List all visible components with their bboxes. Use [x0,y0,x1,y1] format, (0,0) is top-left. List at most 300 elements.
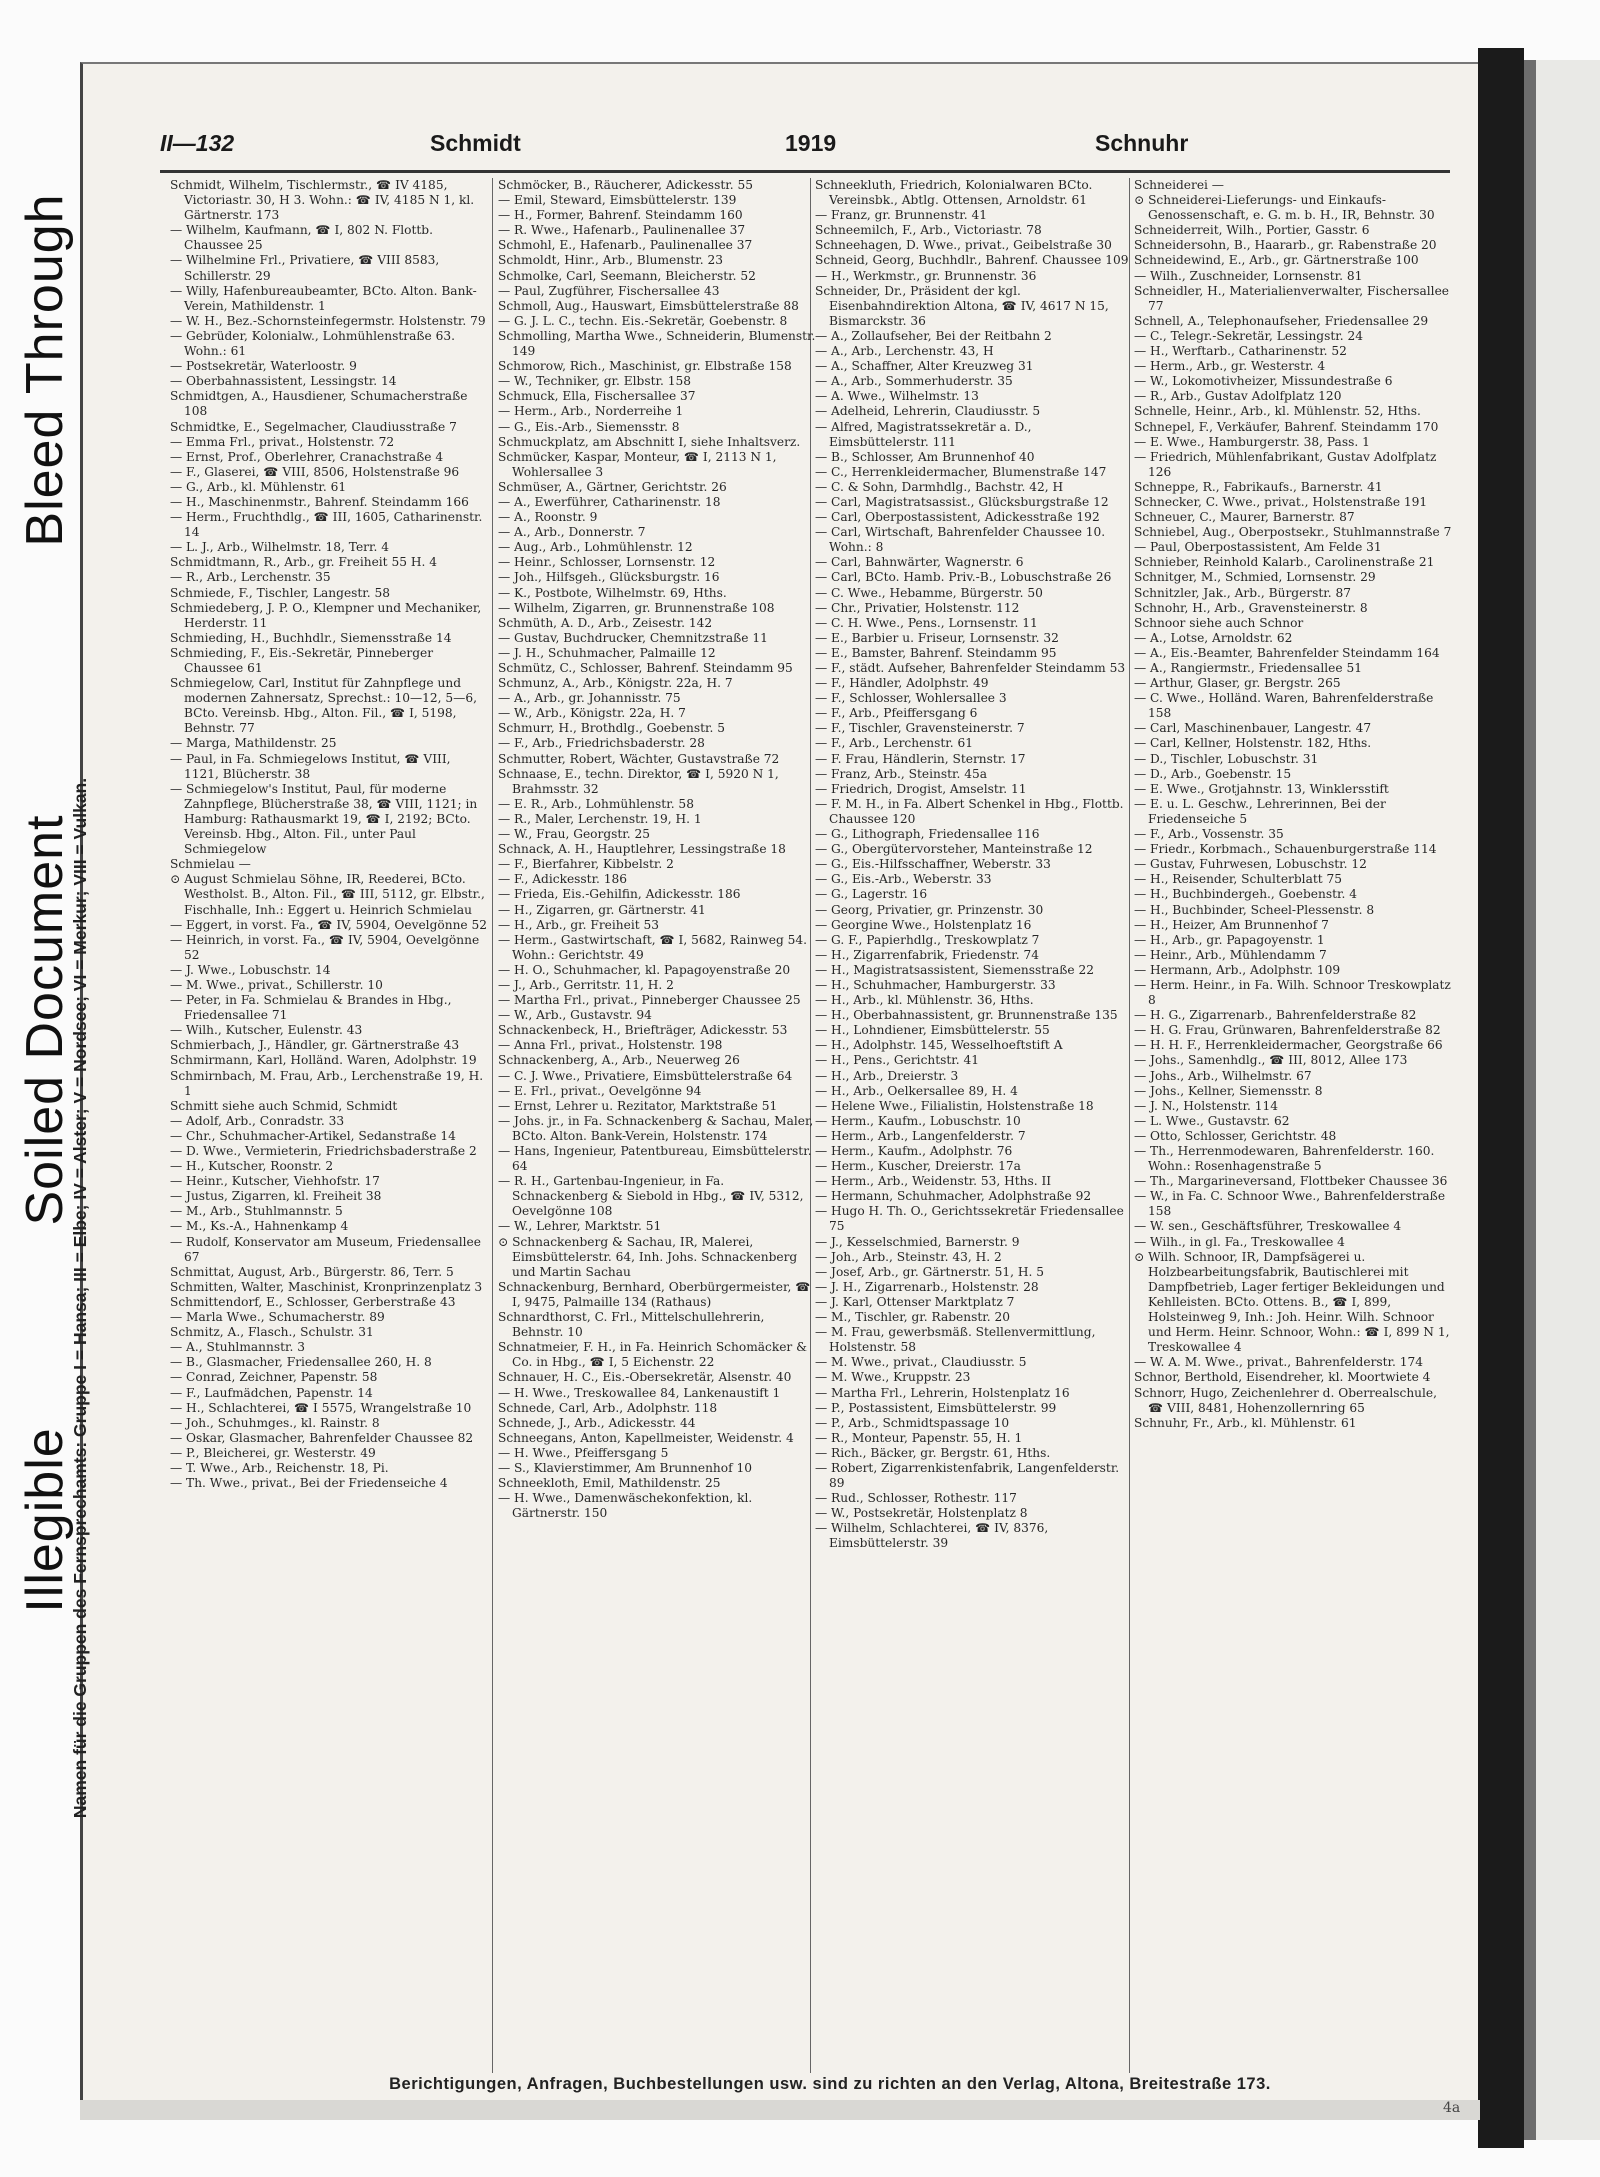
directory-column-1 [170,178,488,2073]
directory-entry: — Herm., Arb., Weidenstr. 53, Hths. II [815,1174,1052,1189]
directory-entry: — Heinrich, in vorst. Fa., ☎ IV, 5904, Oevelgönne 52 [170,932,480,962]
directory-entry: — H. G. Frau, Grünwaren, Bahrenfelderstraße 82 [1134,1023,1441,1038]
directory-entry: — G., Eis.-Arb., Weberstr. 33 [815,872,992,887]
directory-entry: — G., Arb., kl. Mühlenstr. 61 [170,479,347,494]
directory-entry: Schmuckplatz, am Abschnitt I, siehe Inhaltsverz. [498,434,801,449]
directory-entry: Schneidewind, E., Arb., gr. Gärtnerstraße 100 [1134,253,1419,268]
directory-entry: — A., Rangiermstr., Friedensallee 51 [1134,661,1362,675]
directory-entry: Schnauer, H. C., Eis.-Obersekretär, Alsenstr. 40 [498,1370,792,1385]
directory-entry: — H., Werftarb., Catharinenstr. 52 [1134,344,1347,359]
directory-entry: — A., Ewerführer, Catharinenstr. 18 [498,494,721,509]
directory-entry: — C. Wwe., Hebamme, Bürgerstr. 50 [815,585,1043,600]
directory-entry: — M. Wwe., privat., Claudiusstr. 5 [815,1355,1027,1370]
directory-entry: — Helene Wwe., Filialistin, Holstenstraße 18 [815,1098,1094,1113]
directory-entry: — Friedrich, Drogist, Amselstr. 11 [815,781,1027,796]
directory-entry: — Peter, in Fa. Schmielau & Brandes in Hbg., Friedensallee 71 [170,993,452,1023]
directory-entry: — P., Bleicherei, gr. Westerstr. 49 [170,1445,376,1460]
directory-entry: — Martha Frl., Lehrerin, Holstenplatz 16 [815,1385,1070,1400]
directory-entry: — Otto, Schlosser, Gerichtstr. 48 [1134,1128,1337,1143]
directory-entry: — A., Schaffner, Alter Kreuzweg 31 [815,359,1034,374]
directory-entry: — G., Eis.-Arb., Siemensstr. 8 [498,419,680,434]
directory-entry: — M. Frau, gewerbsmäß. Stellenvermittlung, Holstenstr. 58 [815,1325,1096,1355]
directory-entry: Schmoll, Aug., Hauswart, Eimsbüttelerstraße 88 [498,298,799,313]
directory-entry: — E. R., Arb., Lohmühlenstr. 58 [498,796,694,811]
label-soiled-document: Soiled Document [16,814,74,1226]
directory-entry: Schmohl, E., Hafenarb., Paulinenallee 37 [498,238,753,253]
directory-entry: — F., Händler, Adolphstr. 49 [815,676,989,691]
directory-entry: — J. H., Zigarrenarb., Holstenstr. 28 [815,1279,1039,1294]
directory-entry: — W., Postsekretär, Holstenplatz 8 [815,1506,1028,1521]
directory-entry: Schmöcker, B., Räucherer, Adickesstr. 55 [498,178,753,192]
directory-entry: — A., Arb., Donnerstr. 7 [498,525,646,540]
directory-entry: Schmidtmann, R., Arb., gr. Freiheit 55 H. 4 [170,555,437,570]
directory-entry: — Anna Frl., privat., Holstenstr. 198 [498,1038,723,1053]
directory-entry: Schmütz, C., Schlosser, Bahrenf. Steindamm 95 [498,661,793,675]
directory-entry: — Herm. Heinr., in Fa. Wilh. Schnoor Treskowplatz 8 [1134,977,1451,1008]
directory-entry: — Martha Frl., privat., Pinneberger Chaussee 25 [498,993,801,1008]
directory-entry: — Friedrich, Mühlenfabrikant, Gustav Adolfplatz 126 [1134,449,1437,479]
directory-entry: — B., Glasmacher, Friedensallee 260, H. 8 [170,1355,432,1370]
directory-entry: — Carl, Bahnwärter, Wagnerstr. 6 [815,555,1024,570]
directory-entry: Schmieding, H., Buchhdlr., Siemensstraße 14 [170,630,452,645]
directory-entry: — Wilh., Zuschneider, Lornsenstr. 81 [1134,268,1363,283]
directory-entry: — Ernst, Prof., Oberlehrer, Cranachstraße 4 [170,449,444,464]
directory-entry: Schmidtgen, A., Hausdiener, Schumacherstraße 108 [170,389,468,419]
directory-entry: — D., Arb., Goebenstr. 15 [1134,766,1292,781]
directory-entry: Schnitzler, Jak., Arb., Bürgerstr. 87 [1134,585,1352,600]
directory-entry: Schmücker, Kaspar, Monteur, ☎ I, 2113 N 1, Wohlersallee 3 [498,449,777,479]
directory-entry: — H. G., Zigarrenarb., Bahrenfelderstraße 82 [1134,1008,1417,1023]
directory-entry: — E. Wwe., Grotjahnstr. 13, Winklersstift [1134,781,1389,796]
directory-entry: Schnackenbeck, H., Briefträger, Adickesstr. 53 [498,1023,788,1038]
directory-entry: — H. H. F., Herrenkleidermacher, Georgstraße 66 [1134,1038,1443,1053]
directory-entry: ⊙ Schnackenberg & Sachau, IR, Malerei, Eimsbüttelerstr. 64, Inh. Johs. Schnackenberg und Martin Sachau [498,1234,798,1279]
directory-entry: — F., Bierfahrer, Kibbelstr. 2 [498,857,674,872]
label-bleed-through: Bleed Through [16,193,74,547]
directory-entry: — Rudolf, Konservator am Museum, Friedensallee 67 [170,1234,481,1264]
directory-entry: Schmielau — [170,857,251,872]
directory-entry: — H., Arb., Dreierstr. 3 [815,1068,959,1083]
directory-entry: — R. H., Gartenbau-Ingenieur, in Fa. Schnackenberg & Siebold in Hbg., ☎ IV, 5312, Oevelgönne 108 [498,1174,804,1219]
directory-entry: — H., Schlachterei, ☎ I 5575, Wrangelstraße 10 [170,1400,472,1415]
directory-entry: — H., Pens., Gerichtstr. 41 [815,1053,980,1068]
directory-entry: Schnelle, Heinr., Arb., kl. Mühlenstr. 52, Hths. [1134,404,1421,419]
directory-entry: — Josef, Arb., gr. Gärtnerstr. 51, H. 5 [815,1264,1045,1279]
directory-entry: Schneuer, C., Maurer, Barnerstr. 87 [1134,510,1355,525]
directory-entry: Schmoldt, Hinr., Arb., Blumenstr. 23 [498,253,724,268]
directory-entry: Schmolke, Carl, Seemann, Bleicherstr. 52 [498,268,756,283]
directory-entry: — Gustav, Buchdrucker, Chemnitzstraße 11 [498,630,768,645]
directory-entry: — F., Glaserei, ☎ VIII, 8506, Holstenstraße 96 [170,464,460,479]
directory-entry: — Th., Herrenmodewaren, Bahrenfelderstr. 160. Wohn.: Rosenhagenstraße 5 [1134,1144,1435,1174]
directory-entry: Schneidler, H., Materialienverwalter, Fischersallee 77 [1134,283,1450,313]
directory-entry: — G., Lagerstr. 16 [815,887,928,902]
directory-entry: Schnaase, E., techn. Direktor, ☎ I, 5920 N 1, Brahmsstr. 32 [498,766,779,796]
directory-entry: — M., Ks.-A., Hahnenkamp 4 [170,1219,349,1234]
corner-mark: 4a [1443,2100,1461,2116]
directory-entry: Schnorr, Hugo, Zeichenlehrer d. Oberrealschule, ☎ VIII, 8481, Hohenzollernring 65 [1134,1385,1437,1415]
directory-entry: — H. Wwe., Pfeiffersgang 5 [498,1445,669,1460]
directory-column-3 [815,178,1135,2073]
directory-entry: Schmitt siehe auch Schmid, Schmidt [170,1098,398,1113]
directory-entry: Schmiedeberg, J. P. O., Klempner und Mechaniker, Herderstr. 11 [170,600,482,630]
directory-entry: — Rud., Schlosser, Rothestr. 117 [815,1491,1017,1506]
directory-entry: — E. Frl., privat., Oevelgönne 94 [498,1083,702,1098]
page-bottom-edge [80,2100,1480,2120]
directory-entry: Schmiegelow, Carl, Institut für Zahnpflege und modernen Zahnersatz, Sprechst.: 10—12, 5—6, BCto. Vereinsb. Hbg., Alton. Fil., ☎ I, 5198, Behnstr. 77 [170,676,477,736]
directory-entry: — C. H. Wwe., Pens., Lornsenstr. 11 [815,615,1038,630]
directory-entry: Schneemilch, F., Arb., Victoriastr. 78 [815,223,1042,238]
directory-entry: — P., Arb., Schmidtspassage 10 [815,1415,1010,1430]
directory-entry: — Herm., Arb., Norderreihe 1 [498,404,684,419]
directory-entry: Schnepel, F., Verkäufer, Bahrenf. Steindamm 170 [1134,419,1439,434]
directory-entry: Schmüth, A. D., Arb., Zeisestr. 142 [498,615,713,630]
directory-entry: — H., Arb., kl. Mühlenstr. 36, Hths. [815,993,1034,1008]
directory-entry: — Heinr., Schlosser, Lornsenstr. 12 [498,555,716,570]
directory-entry: Schnieber, Reinhold Kalarb., Carolinenstraße 21 [1134,555,1435,570]
directory-entry: — H., Buchbinder, Scheel-Plessenstr. 8 [1134,902,1375,917]
directory-entry: Schneid, Georg, Buchhdlr., Bahrenf. Chaussee 109 [815,253,1129,268]
directory-entry: — Carl, BCto. Hamb. Priv.-B., Lobuschstraße 26 [815,570,1112,585]
directory-entry: — Carl, Wirtschaft, Bahrenfelder Chaussee 10. Wohn.: 8 [815,525,1106,555]
directory-entry: — H., Buchbindergeh., Goebenstr. 4 [1134,887,1357,902]
directory-entry: — M., Tischler, gr. Rabenstr. 20 [815,1310,1010,1325]
directory-entry: — F., Schlosser, Wohlersallee 3 [815,691,1007,706]
directory-entry: — W., Lokomotivheizer, Missundestraße 6 [1134,374,1393,389]
directory-entry: — W., Lehrer, Marktstr. 51 [498,1219,662,1234]
directory-entry: Schmidt, Wilhelm, Tischlermstr., ☎ IV 4185, Victoriastr. 30, H 3. Wohn.: ☎ IV, 4185 N 1, kl. Gärtnerstr. 173 [170,178,475,223]
directory-entry: — G., Lithograph, Friedensallee 116 [815,827,1040,842]
directory-entry: — H., Maschinenmstr., Bahrenf. Steindamm 166 [170,494,469,509]
directory-entry: — F., Arb., Friedrichsbaderstr. 28 [498,736,705,751]
header-rule [160,170,1450,173]
directory-entry: — D., Tischler, Lobuschstr. 31 [1134,751,1319,766]
directory-entry: Schneidersohn, B., Haararb., gr. Rabenstraße 20 [1134,238,1437,253]
directory-entry: — Alfred, Magistratssekretär a. D., Eimsbüttelerstr. 111 [815,419,1032,449]
directory-entry: — A., Stuhlmannstr. 3 [170,1340,305,1355]
directory-entry: — G. J. L. C., techn. Eis.-Sekretär, Goebenstr. 8 [498,313,788,328]
directory-entry: — H. Wwe., Treskowallee 84, Lankenaustift 1 [498,1385,781,1400]
directory-entry: Schnoor siehe auch Schnor [1134,615,1304,630]
directory-entry: — F., Adickesstr. 186 [498,872,628,887]
directory-entry: — Georgine Wwe., Holstenplatz 16 [815,917,1032,932]
directory-entry: — C. J. Wwe., Privatiere, Eimsbüttelerstraße 64 [498,1068,793,1083]
directory-entry: Schmirnbach, M. Frau, Arb., Lerchenstraße 19, H. 1 [170,1068,484,1098]
directory-entry: Schneekloth, Emil, Mathildenstr. 25 [498,1476,721,1491]
directory-entry: ⊙ Wilh. Schnoor, IR, Dampfsägerei u. Holzbearbeitungsfabrik, Bautischlerei mit Dampfbetrieb, Lager fertiger Bekleidungen und Kehlleisten. BCto. Ottens. B., ☎ I, 899, Holsteinweg 9, Inh.: Joh. Heinr. Wilh. Schnoor und Herm. Heinr. Schnoor, Wohn.: ☎ I, 899 N 1, Treskowallee 4 [1134,1249,1450,1355]
directory-column-4 [1134,178,1452,2073]
directory-entry: Schneehagen, D. Wwe., privat., Geibelstraße 30 [815,238,1112,253]
directory-entry: — Franz, Arb., Steinstr. 45a [815,766,988,781]
directory-entry: Schnede, J., Arb., Adickesstr. 44 [498,1415,696,1430]
directory-entry: — Emil, Steward, Eimsbüttelerstr. 139 [498,193,737,208]
directory-entry: — W., Arb., Gustavstr. 94 [498,1008,652,1023]
directory-entry: — Chr., Privatier, Holstenstr. 112 [815,600,1020,615]
directory-entry: Schnitger, M., Schmied, Lornsenstr. 29 [1134,570,1376,585]
directory-year: 1919 [785,130,837,156]
last-entry-word: Schnuhr [1095,130,1189,156]
directory-entry: Schmolling, Martha Wwe., Schneiderin, Blumenstr. 149 [498,328,816,359]
directory-entry: Schneegans, Anton, Kapellmeister, Weidenstr. 4 [498,1430,794,1445]
directory-entry: — F., Laufmädchen, Papenstr. 14 [170,1385,373,1400]
directory-entry: — H., Zigarrenfabrik, Friedenstr. 74 [815,947,1040,962]
directory-entry: — Paul, Oberpostassistent, Am Felde 31 [1134,540,1382,555]
directory-entry: — H., Arb., gr. Freiheit 53 [498,917,660,932]
first-entry-word: Schmidt [430,130,521,156]
directory-entry: — C., Telegr.-Sekretär, Lessingstr. 24 [1134,328,1363,343]
directory-entry: — Hugo H. Th. O., Gerichtssekretär Friedensallee 75 [815,1204,1124,1234]
directory-entry: — R., Monteur, Papenstr. 55, H. 1 [815,1430,1023,1445]
directory-entry: — Aug., Arb., Lohmühlenstr. 12 [498,540,693,555]
directory-column-2 [498,178,816,2073]
directory-entry: — H., Arb., gr. Papagoyenstr. 1 [1134,932,1325,947]
directory-entry: Schmierbach, J., Händler, gr. Gärtnerstraße 43 [170,1038,460,1053]
directory-entry: — P., Postassistent, Eimsbüttelerstr. 99 [815,1400,1057,1415]
directory-entry: — Adelheid, Lehrerin, Claudiusstr. 5 [815,404,1041,419]
directory-entry: — F., Tischler, Gravensteinerstr. 7 [815,721,1025,736]
directory-entry: Schmieding, F., Eis.-Sekretär, Pinneberger Chaussee 61 [170,645,434,675]
directory-entry: Schnell, A., Telephonaufseher, Friedensallee 29 [1134,313,1429,328]
directory-entry: — G. F., Papierhdlg., Treskowplatz 7 [815,932,1040,947]
directory-entry: — H., Reisender, Schulterblatt 75 [1134,872,1343,887]
directory-entry: — C. & Sohn, Darmhdlg., Bachstr. 42, H [815,479,1064,494]
directory-entry: — G., Eis.-Hilfsschaffner, Weberstr. 33 [815,857,1051,872]
directory-entry: — H., Kutscher, Roonstr. 2 [170,1159,334,1174]
page-header [160,130,1460,170]
directory-entry: — A., Lotse, Arnoldstr. 62 [1134,630,1293,645]
directory-entry: — Johs., Samenhdlg., ☎ III, 8012, Allee 173 [1134,1053,1408,1068]
directory-entry: — H., Adolphstr. 145, Wesselhoeftstift A [815,1038,1063,1053]
directory-entry: — E. u. L. Geschw., Lehrerinnen, Bei der Friedenseiche 5 [1134,796,1386,826]
directory-entry: — A., Arb., Sommerhuderstr. 35 [815,374,1013,389]
directory-entry: — W., in Fa. C. Schnoor Wwe., Bahrenfelderstraße 158 [1134,1189,1446,1219]
directory-entry: Schneiderreit, Wilh., Portier, Gasstr. 6 [1134,223,1370,238]
directory-entry: — D. Wwe., Vermieterin, Friedrichsbaderstraße 2 [170,1144,477,1158]
directory-entry: — Marga, Mathildenstr. 25 [170,736,337,751]
directory-entry: Schmitten, Walter, Maschinist, Kronprinzenplatz 3 [170,1279,483,1294]
directory-entry: Schnatmeier, F. H., in Fa. Heinrich Schomäcker & Co. in Hbg., ☎ I, 5 Eichenstr. 22 [498,1340,807,1370]
directory-entry: — A. Wwe., Wilhelmstr. 13 [815,389,979,404]
directory-entry: — Robert, Zigarrenkistenfabrik, Langenfelderstr. 89 [815,1460,1120,1491]
label-illegible: Illegible [16,1427,74,1613]
directory-entry: — Hans, Ingenieur, Patentbureau, Eimsbüttelerstr. 64 [498,1144,812,1174]
directory-entry: — Herm., Fruchthdlg., ☎ III, 1605, Catharinenstr. 14 [170,510,483,540]
directory-entry: Schnack, A. H., Hauptlehrer, Lessingstraße 18 [498,842,786,857]
column-divider [492,178,493,2073]
directory-entry: Schmidtke, E., Segelmacher, Claudiusstraße 7 [170,419,457,434]
directory-entry: Schmunz, A., Arb., Königstr. 22a, H. 7 [498,676,733,691]
directory-entry: — H., Zigarren, gr. Gärtnerstr. 41 [498,902,706,917]
directory-entry: — Joh., Schuhmges., kl. Rainstr. 8 [170,1415,380,1430]
directory-entry: — Postsekretär, Waterloostr. 9 [170,359,357,374]
directory-entry: — A., Arb., gr. Johannisstr. 75 [498,691,681,706]
directory-entry: — Johs. jr., in Fa. Schnackenberg & Sachau, Maler, BCto. Alton. Bank-Verein, Holstenstr. 174 [498,1113,814,1143]
directory-entry: — R., Arb., Lerchenstr. 35 [170,570,331,585]
page-number: II—132 [160,130,235,156]
directory-entry: — Oskar, Glasmacher, Bahrenfelder Chaussee 82 [170,1430,474,1445]
directory-entry: — A., Zollaufseher, Bei der Reitbahn 2 [815,328,1052,343]
directory-entry: — H., Lohndiener, Eimsbüttelerstr. 55 [815,1023,1050,1038]
directory-entry: — Herm., Kaufm., Lobuschstr. 10 [815,1113,1021,1128]
directory-entry: — Herm., Kuscher, Dreierstr. 17a [815,1159,1021,1174]
directory-entry: ⊙ August Schmielau Söhne, IR, Reederei, BCto. Westholst. B., Alton. Fil., ☎ III, 5112, gr. Elbstr., Fischhalle, Inh.: Eggert u. Heinrich Schmielau [170,872,485,917]
directory-entry: — J., Arb., Gerritstr. 11, H. 2 [498,977,674,992]
directory-entry: — C. Wwe., Holländ. Waren, Bahrenfelderstraße 158 [1134,691,1434,721]
directory-entry: Schmorow, Rich., Maschinist, gr. Elbstraße 158 [498,359,792,374]
directory-entry: — Johs., Arb., Wilhelmstr. 67 [1134,1068,1312,1083]
directory-entry: — F. Frau, Händlerin, Sternstr. 17 [815,751,1026,766]
directory-entry: Schmittat, August, Arb., Bürgerstr. 86, Terr. 5 [170,1264,454,1279]
directory-entry: Schnuhr, Fr., Arb., kl. Mühlenstr. 61 [1134,1415,1357,1430]
directory-entry: — Rich., Bäcker, gr. Bergstr. 61, Hths. [815,1445,1051,1460]
directory-entry: Schmüser, A., Gärtner, Gerichtstr. 26 [498,479,727,494]
directory-entry: — Wilhelm, Zigarren, gr. Brunnenstraße 108 [498,600,775,615]
directory-entry: — Frieda, Eis.-Gehilfin, Adickesstr. 186 [498,887,741,902]
directory-entry: — Franz, gr. Brunnenstr. 41 [815,208,987,223]
directory-entry: — H., Werkmstr., gr. Brunnenstr. 36 [815,268,1037,283]
directory-entry: — A., Arb., Lerchenstr. 43, H [815,344,994,359]
directory-entry: — Schmiegelow's Institut, Paul, für moderne Zahnpflege, Blücherstraße 38, ☎ VIII, 1121; in Hamburg: Rathausmarkt 19, ☎ I, 2192; BCto. Vereinsb. Hbg., Alton. Fil., unter Paul Schmiegelow [170,781,478,857]
directory-entry: Schmurr, H., Brothdlg., Goebenstr. 5 [498,721,726,736]
directory-entry: Schmiede, F., Tischler, Langestr. 58 [170,585,391,600]
directory-entry: — H. Wwe., Damenwäschekonfektion, kl. Gärtnerstr. 150 [498,1491,753,1521]
binding-gap [1524,60,1536,2140]
directory-entry: — J. H., Schuhmacher, Palmaille 12 [498,645,716,660]
directory-entry: — L. Wwe., Gustavstr. 62 [1134,1113,1290,1128]
directory-entry: — J. N., Holstenstr. 114 [1134,1098,1278,1113]
telephone-groups-legend: Namen für die Gruppen des Fernsprechamts: Gruppe I = Hansa; III = Elbe; IV = Alster; V = Nordsee; VI = Merkur; VIII = Vulkan. [70,777,90,1819]
directory-entry: — Oberbahnassistent, Lessingstr. 14 [170,374,397,389]
directory-entry: Schnackenburg, Bernhard, Oberbürgermeister, ☎ I, 9475, Palmaille 134 (Rathaus) [498,1279,811,1309]
directory-entry: Schnor, Berthold, Eisendreher, kl. Moortwiete 4 [1134,1370,1431,1385]
directory-entry: ⊙ Schneiderei-Lieferungs- und Einkaufs-Genossenschaft, e. G. m. b. H., IR, Behnstr. 30 [1134,193,1435,223]
directory-entry: — H., Oberbahnassistent, gr. Brunnenstraße 135 [815,1008,1118,1023]
directory-entry: — Heinr., Arb., Mühlendamm 7 [1134,947,1327,962]
directory-entry: — Adolf, Arb., Conradstr. 33 [170,1113,345,1128]
directory-entry: — T. Wwe., Arb., Reichenstr. 18, Pi. [170,1460,389,1475]
directory-entry: Schmuck, Ella, Fischersallee 37 [498,389,696,404]
directory-entry: — F., städt. Aufseher, Bahrenfelder Steindamm 53 [815,661,1126,675]
facing-page-edge [1536,60,1600,2140]
directory-entry: — Joh., Hilfsgeh., Glücksburgstr. 16 [498,570,720,585]
directory-entry: — Wilhelmine Frl., Privatiere, ☎ VIII 8583, Schillerstr. 29 [170,253,440,283]
directory-entry: — Wilhelm, Schlachterei, ☎ IV, 8376, Eimsbüttelerstr. 39 [815,1521,1049,1551]
directory-entry: Schnede, Carl, Arb., Adolphstr. 118 [498,1400,718,1415]
directory-entry: — E., Bamster, Bahrenf. Steindamm 95 [815,645,1057,660]
directory-entry: Schmittendorf, E., Schlosser, Gerberstraße 43 [170,1294,456,1309]
directory-entry: — Marla Wwe., Schumacherstr. 89 [170,1310,385,1325]
directory-entry: — Herm., Kaufm., Adolphstr. 76 [815,1144,1013,1158]
directory-entry: Schmutter, Robert, Wächter, Gustavstraße 72 [498,751,780,766]
directory-entry: Schnardthorst, C. Frl., Mittelschullehrerin, Behnstr. 10 [498,1310,765,1340]
directory-entry: Schneekluth, Friedrich, Kolonialwaren BCto. Vereinsbk., Abtlg. Ottensen, Arnoldstr. 61 [815,178,1093,208]
directory-entry: — Gebrüder, Kolonialw., Lohmühlenstraße 63. Wohn.: 61 [170,328,455,359]
directory-entry: Schnecker, C. Wwe., privat., Holstenstraße 191 [1134,494,1428,509]
directory-entry: Schmirmann, Karl, Holländ. Waren, Adolphstr. 19 [170,1053,477,1068]
directory-entry: — Justus, Zigarren, kl. Freiheit 38 [170,1189,382,1204]
directory-entry: — F., Arb., Lerchenstr. 61 [815,736,974,751]
directory-entry: — H., Magistratsassistent, Siemensstraße 22 [815,962,1094,977]
directory-entry: — Willy, Hafenbureaubeamter, BCto. Alton. Bank-Verein, Mathildenstr. 1 [170,283,477,313]
directory-entry: — Paul, Zugführer, Fischersallee 43 [498,283,720,298]
directory-entry: — Carl, Magistratsassist., Glücksburgstraße 12 [815,494,1109,509]
directory-entry: — Johs., Kellner, Siemensstr. 8 [1134,1083,1323,1098]
directory-entry: — Paul, in Fa. Schmiegelows Institut, ☎ VIII, 1121, Blücherstr. 38 [170,751,451,781]
directory-entry: Schmitz, A., Flasch., Schulstr. 31 [170,1325,374,1340]
directory-entry: — C., Herrenkleidermacher, Blumenstraße 147 [815,464,1107,479]
directory-entry: — Emma Frl., privat., Holstenstr. 72 [170,434,395,449]
directory-entry: — W., Techniker, gr. Elbstr. 158 [498,374,692,389]
directory-entry: — G., Obergütervorsteher, Manteinstraße 12 [815,842,1093,857]
page-footer: Berichtigungen, Anfragen, Buchbestellungen usw. sind zu richten an den Verlag, Altona, Breitestraße 173. [389,2075,1271,2093]
directory-entry: — Th., Margarineversand, Flottbeker Chaussee 36 [1134,1174,1448,1189]
directory-entry: — H., Arb., Oelkersallee 89, H. 4 [815,1083,1018,1098]
directory-entry: Schneider, Dr., Präsident der kgl. Eisenbahndirektion Altona, ☎ IV, 4617 N 15, Bismarckstr. 36 [815,283,1109,328]
directory-entry: — Herm., Gastwirtschaft, ☎ I, 5682, Rainweg 54. Wohn.: Gerichtstr. 49 [498,932,808,962]
directory-entry: — F. M. H., in Fa. Albert Schenkel in Hbg., Flottb. Chaussee 120 [815,796,1124,826]
directory-entry: — Hermann, Arb., Adolphstr. 109 [1134,962,1341,977]
directory-entry: — R. Wwe., Hafenarb., Paulinenallee 37 [498,223,746,238]
directory-entry: — W. H., Bez.-Schornsteinfegermstr. Holstenstr. 79 [170,313,486,328]
directory-entry: — L. J., Arb., Wilhelmstr. 18, Terr. 4 [170,540,389,555]
directory-entry: — J. Wwe., Lobuschstr. 14 [170,962,331,977]
directory-entry: — J., Kesselschmied, Barnerstr. 9 [815,1234,1020,1249]
directory-entry: — Heinr., Kutscher, Viehhofstr. 17 [170,1174,380,1189]
directory-entry: — Herm., Arb., Langenfelderstr. 7 [815,1128,1026,1143]
directory-entry: — B., Schlosser, Am Brunnenhof 40 [815,449,1035,464]
directory-entry: — Friedr., Korbmach., Schauenburgerstraße 114 [1134,842,1437,857]
directory-entry: Schnohr, H., Arb., Gravensteinerstr. 8 [1134,600,1368,615]
directory-entry: — E., Barbier u. Friseur, Lornsenstr. 32 [815,630,1059,645]
directory-entry: — H., Schuhmacher, Hamburgerstr. 33 [815,977,1056,992]
directory-entry: — Chr., Schuhmacher-Artikel, Sedanstraße 14 [170,1128,456,1143]
directory-entry: — Wilh., in gl. Fa., Treskowallee 4 [1134,1234,1345,1249]
directory-entry: — Conrad, Zeichner, Papenstr. 58 [170,1370,378,1385]
directory-entry: — Arthur, Glaser, gr. Bergstr. 265 [1134,676,1341,691]
directory-entry: Schniebel, Aug., Oberpostsekr., Stuhlmannstraße 7 [1134,525,1452,540]
directory-entry: Schnackenberg, A., Arb., Neuerweg 26 [498,1053,740,1068]
directory-entry: — M., Arb., Stuhlmannstr. 5 [170,1204,343,1219]
directory-entry: — Wilh., Kutscher, Eulenstr. 43 [170,1023,363,1038]
directory-entry: — W. A. M. Wwe., privat., Bahrenfelderstr. 174 [1134,1355,1424,1370]
directory-entry: — W., Frau, Georgstr. 25 [498,827,651,842]
directory-entry: — J. Karl, Ottenser Marktplatz 7 [815,1294,1015,1309]
directory-entry: — Georg, Privatier, gr. Prinzenstr. 30 [815,902,1044,917]
directory-entry: — H., Former, Bahrenf. Steindamm 160 [498,208,743,223]
directory-entry: — W. sen., Geschäftsführer, Treskowallee 4 [1134,1219,1402,1234]
directory-entry: — M. Wwe., Kruppstr. 23 [815,1370,971,1385]
directory-entry: — R., Maler, Lerchenstr. 19, H. 1 [498,811,702,826]
directory-entry: — M. Wwe., privat., Schillerstr. 10 [170,977,383,992]
directory-entry: — E. Wwe., Hamburgerstr. 38, Pass. 1 [1134,434,1370,449]
directory-entry: — H., Heizer, Am Brunnenhof 7 [1134,917,1329,932]
directory-entry: — F., Arb., Pfeiffersgang 6 [815,706,978,721]
directory-entry: — Th. Wwe., privat., Bei der Friedenseiche 4 [170,1476,448,1491]
directory-entry: — S., Klavierstimmer, Am Brunnenhof 10 [498,1460,753,1475]
directory-entry: — Gustav, Fuhrwesen, Lobuschstr. 12 [1134,857,1367,872]
directory-entry: — Carl, Oberpostassistent, Adickesstraße 192 [815,510,1100,525]
directory-entry: — Ernst, Lehrer u. Rezitator, Marktstraße 51 [498,1098,778,1113]
directory-entry: — Hermann, Schuhmacher, Adolphstraße 92 [815,1189,1092,1204]
directory-entry: — W., Arb., Königstr. 22a, H. 7 [498,706,686,721]
directory-entry: — F., Arb., Vossenstr. 35 [1134,827,1284,842]
directory-entry: — K., Postbote, Wilhelmstr. 69, Hths. [498,585,727,600]
directory-entry: Schneppe, R., Fabrikaufs., Barnerstr. 41 [1134,479,1383,494]
directory-entry: — A., Eis.-Beamter, Bahrenfelder Steindamm 164 [1134,645,1440,660]
directory-entry: — Joh., Arb., Steinstr. 43, H. 2 [815,1249,1002,1264]
directory-entry: — Herm., Arb., gr. Westerstr. 4 [1134,359,1326,374]
directory-entry: — Wilhelm, Kaufmann, ☎ I, 802 N. Flottb. Chaussee 25 [170,223,433,253]
